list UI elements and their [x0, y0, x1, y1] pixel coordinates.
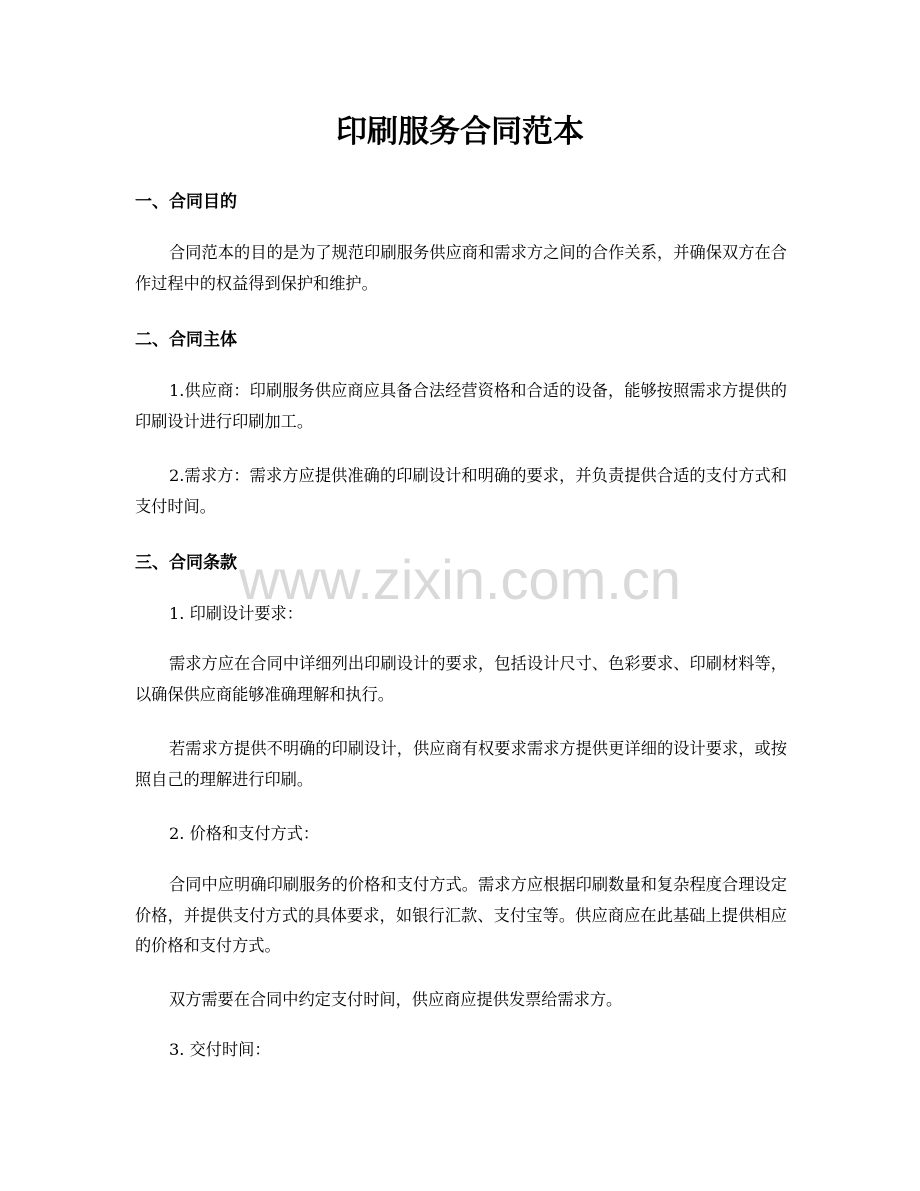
subheading-price-payment: 2. 价格和支付方式：	[169, 824, 320, 843]
paragraph-price-details: 合同中应明确印刷服务的价格和支付方式。需求方应根据印刷数量和复杂程度合理设定价格，并提供支付方式的具体要求，如银行汇款、支付宝等。供应商应在此基础上提供相应的价格和支付方式。	[135, 875, 787, 955]
paragraph-purpose: 合同范本的目的是为了规范印刷服务供应商和需求方之间的合作关系，并确保双方在合作过程中的权益得到保护和维护。	[135, 243, 787, 293]
paragraph-supplier: 1.供应商：印刷服务供应商应具备合法经营资格和合适的设备，能够按照需求方提供的印刷设计进行印刷加工。	[135, 381, 787, 431]
section-heading-parties: 二、合同主体	[135, 330, 237, 350]
section-heading-purpose: 一、合同目的	[135, 192, 237, 212]
subheading-delivery-time: 3. 交付时间：	[169, 1040, 271, 1059]
watermark: www.zixin.com.cn	[239, 548, 681, 611]
section-heading-terms: 三、合同条款	[135, 553, 237, 573]
paragraph-payment-time: 双方需要在合同中约定支付时间，供应商应提供发票给需求方。	[169, 990, 623, 1009]
paragraph-buyer: 2.需求方：需求方应提供准确的印刷设计和明确的要求，并负责提供合适的支付方式和支付时间。	[135, 466, 787, 516]
subheading-design-requirements: 1. 印刷设计要求：	[169, 604, 303, 623]
paragraph-unclear-design: 若需求方提供不明确的印刷设计，供应商有权要求需求方提供更详细的设计要求，或按照自己的理解进行印刷。	[135, 739, 787, 789]
document-title: 印刷服务合同范本	[336, 114, 584, 150]
paragraph-design-details: 需求方应在合同中详细列出印刷设计的要求，包括设计尺寸、色彩要求、印刷材料等，以确保供应商能够准确理解和执行。	[135, 654, 787, 704]
